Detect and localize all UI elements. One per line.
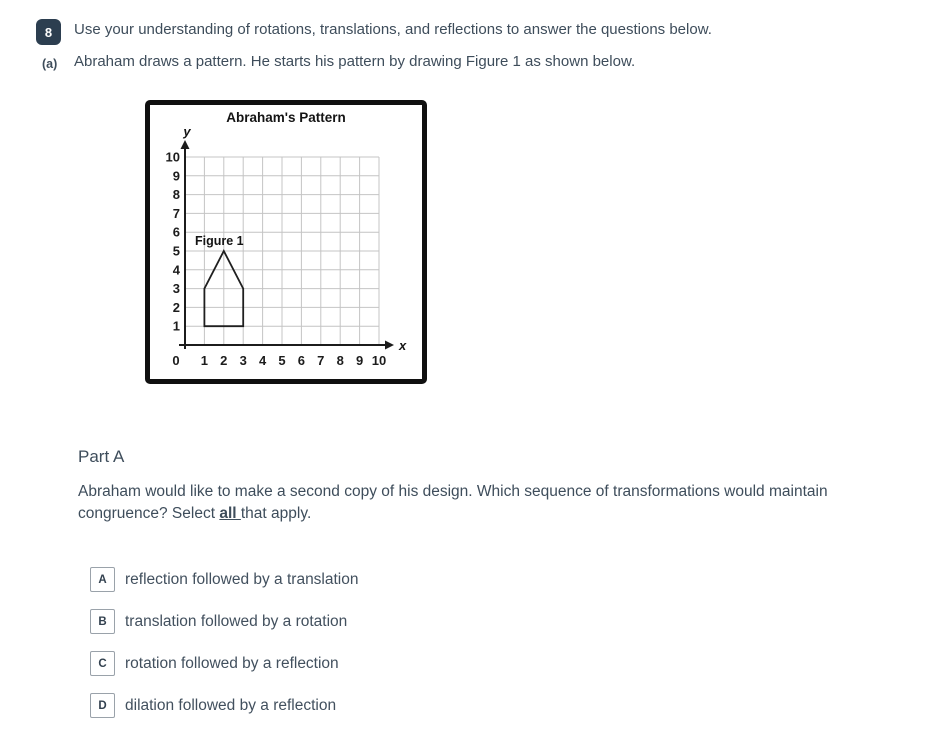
pattern-graph-frame	[145, 100, 427, 384]
answer-choice-b[interactable]	[90, 609, 359, 634]
part-a-heading: Part A	[78, 447, 125, 466]
part-a-intro-text: Abraham draws a pattern. He starts his pattern by drawing Figure 1 as shown below.	[74, 53, 636, 70]
choice-b-label: translation followed by a rotation	[125, 612, 348, 630]
choice-c-checkbox[interactable]: C	[90, 651, 115, 676]
part-a-letter-label: (a)	[42, 57, 58, 71]
answer-choice-list	[90, 567, 359, 735]
pattern-graph	[150, 105, 422, 379]
question-text: Use your understanding of rotations, translations, and reflections to answer the questions below.	[74, 21, 712, 38]
x-tick-label: 5	[278, 353, 286, 368]
question-number-badge	[36, 19, 61, 45]
x-axis-label: x	[399, 338, 407, 353]
y-tick-label: 9	[172, 168, 180, 184]
x-tick-label: 6	[297, 353, 306, 368]
answer-choice-d[interactable]	[90, 693, 359, 718]
y-axis-label: y	[183, 124, 191, 139]
prompt-emphasis-all: all	[219, 505, 241, 522]
y-tick-label: 2	[172, 299, 180, 315]
y-tick-label: 4	[172, 262, 180, 278]
y-tick-label: 10	[165, 149, 180, 165]
choice-a-label: reflection followed by a translation	[125, 570, 359, 588]
x-tick-label: 3	[239, 353, 247, 368]
y-axis-arrow-icon	[181, 140, 190, 149]
answer-choice-a[interactable]	[90, 567, 359, 592]
choice-c-label: rotation followed by a reflection	[125, 654, 339, 672]
part-a-prompt	[78, 481, 878, 525]
choice-d-checkbox[interactable]: D	[90, 693, 115, 718]
answer-choice-c[interactable]	[90, 651, 359, 676]
choice-b-checkbox[interactable]: B	[90, 609, 115, 634]
y-tick-label: 1	[172, 318, 180, 334]
choice-d-label: dilation followed by a reflection	[125, 696, 337, 714]
x-tick-label: 2	[220, 353, 228, 368]
x-tick-label: 10	[371, 353, 387, 368]
prompt-text-after: that apply.	[240, 505, 312, 522]
x-tick-label: 4	[258, 353, 267, 368]
choice-a-checkbox[interactable]: A	[90, 567, 115, 592]
y-tick-label: 5	[172, 243, 180, 259]
question-number: 8	[44, 24, 53, 40]
y-tick-label: 6	[172, 224, 180, 240]
x-tick-label: 1	[200, 353, 209, 368]
y-tick-label: 7	[172, 205, 180, 221]
x-tick-label: 8	[336, 353, 344, 368]
origin-tick-label: 0	[172, 353, 180, 368]
figure-1-label: Figure 1	[195, 234, 244, 248]
y-tick-label: 3	[172, 281, 180, 297]
x-axis-arrow-icon	[385, 341, 394, 350]
graph-title: Abraham's Pattern	[226, 110, 346, 125]
y-tick-label: 8	[172, 187, 180, 203]
prompt-text-before: Abraham would like to make a second copy of his design. Which sequence of transformations would maintain congruence? Select	[78, 483, 828, 522]
x-tick-label: 9	[355, 353, 364, 368]
x-tick-label: 7	[317, 353, 325, 368]
